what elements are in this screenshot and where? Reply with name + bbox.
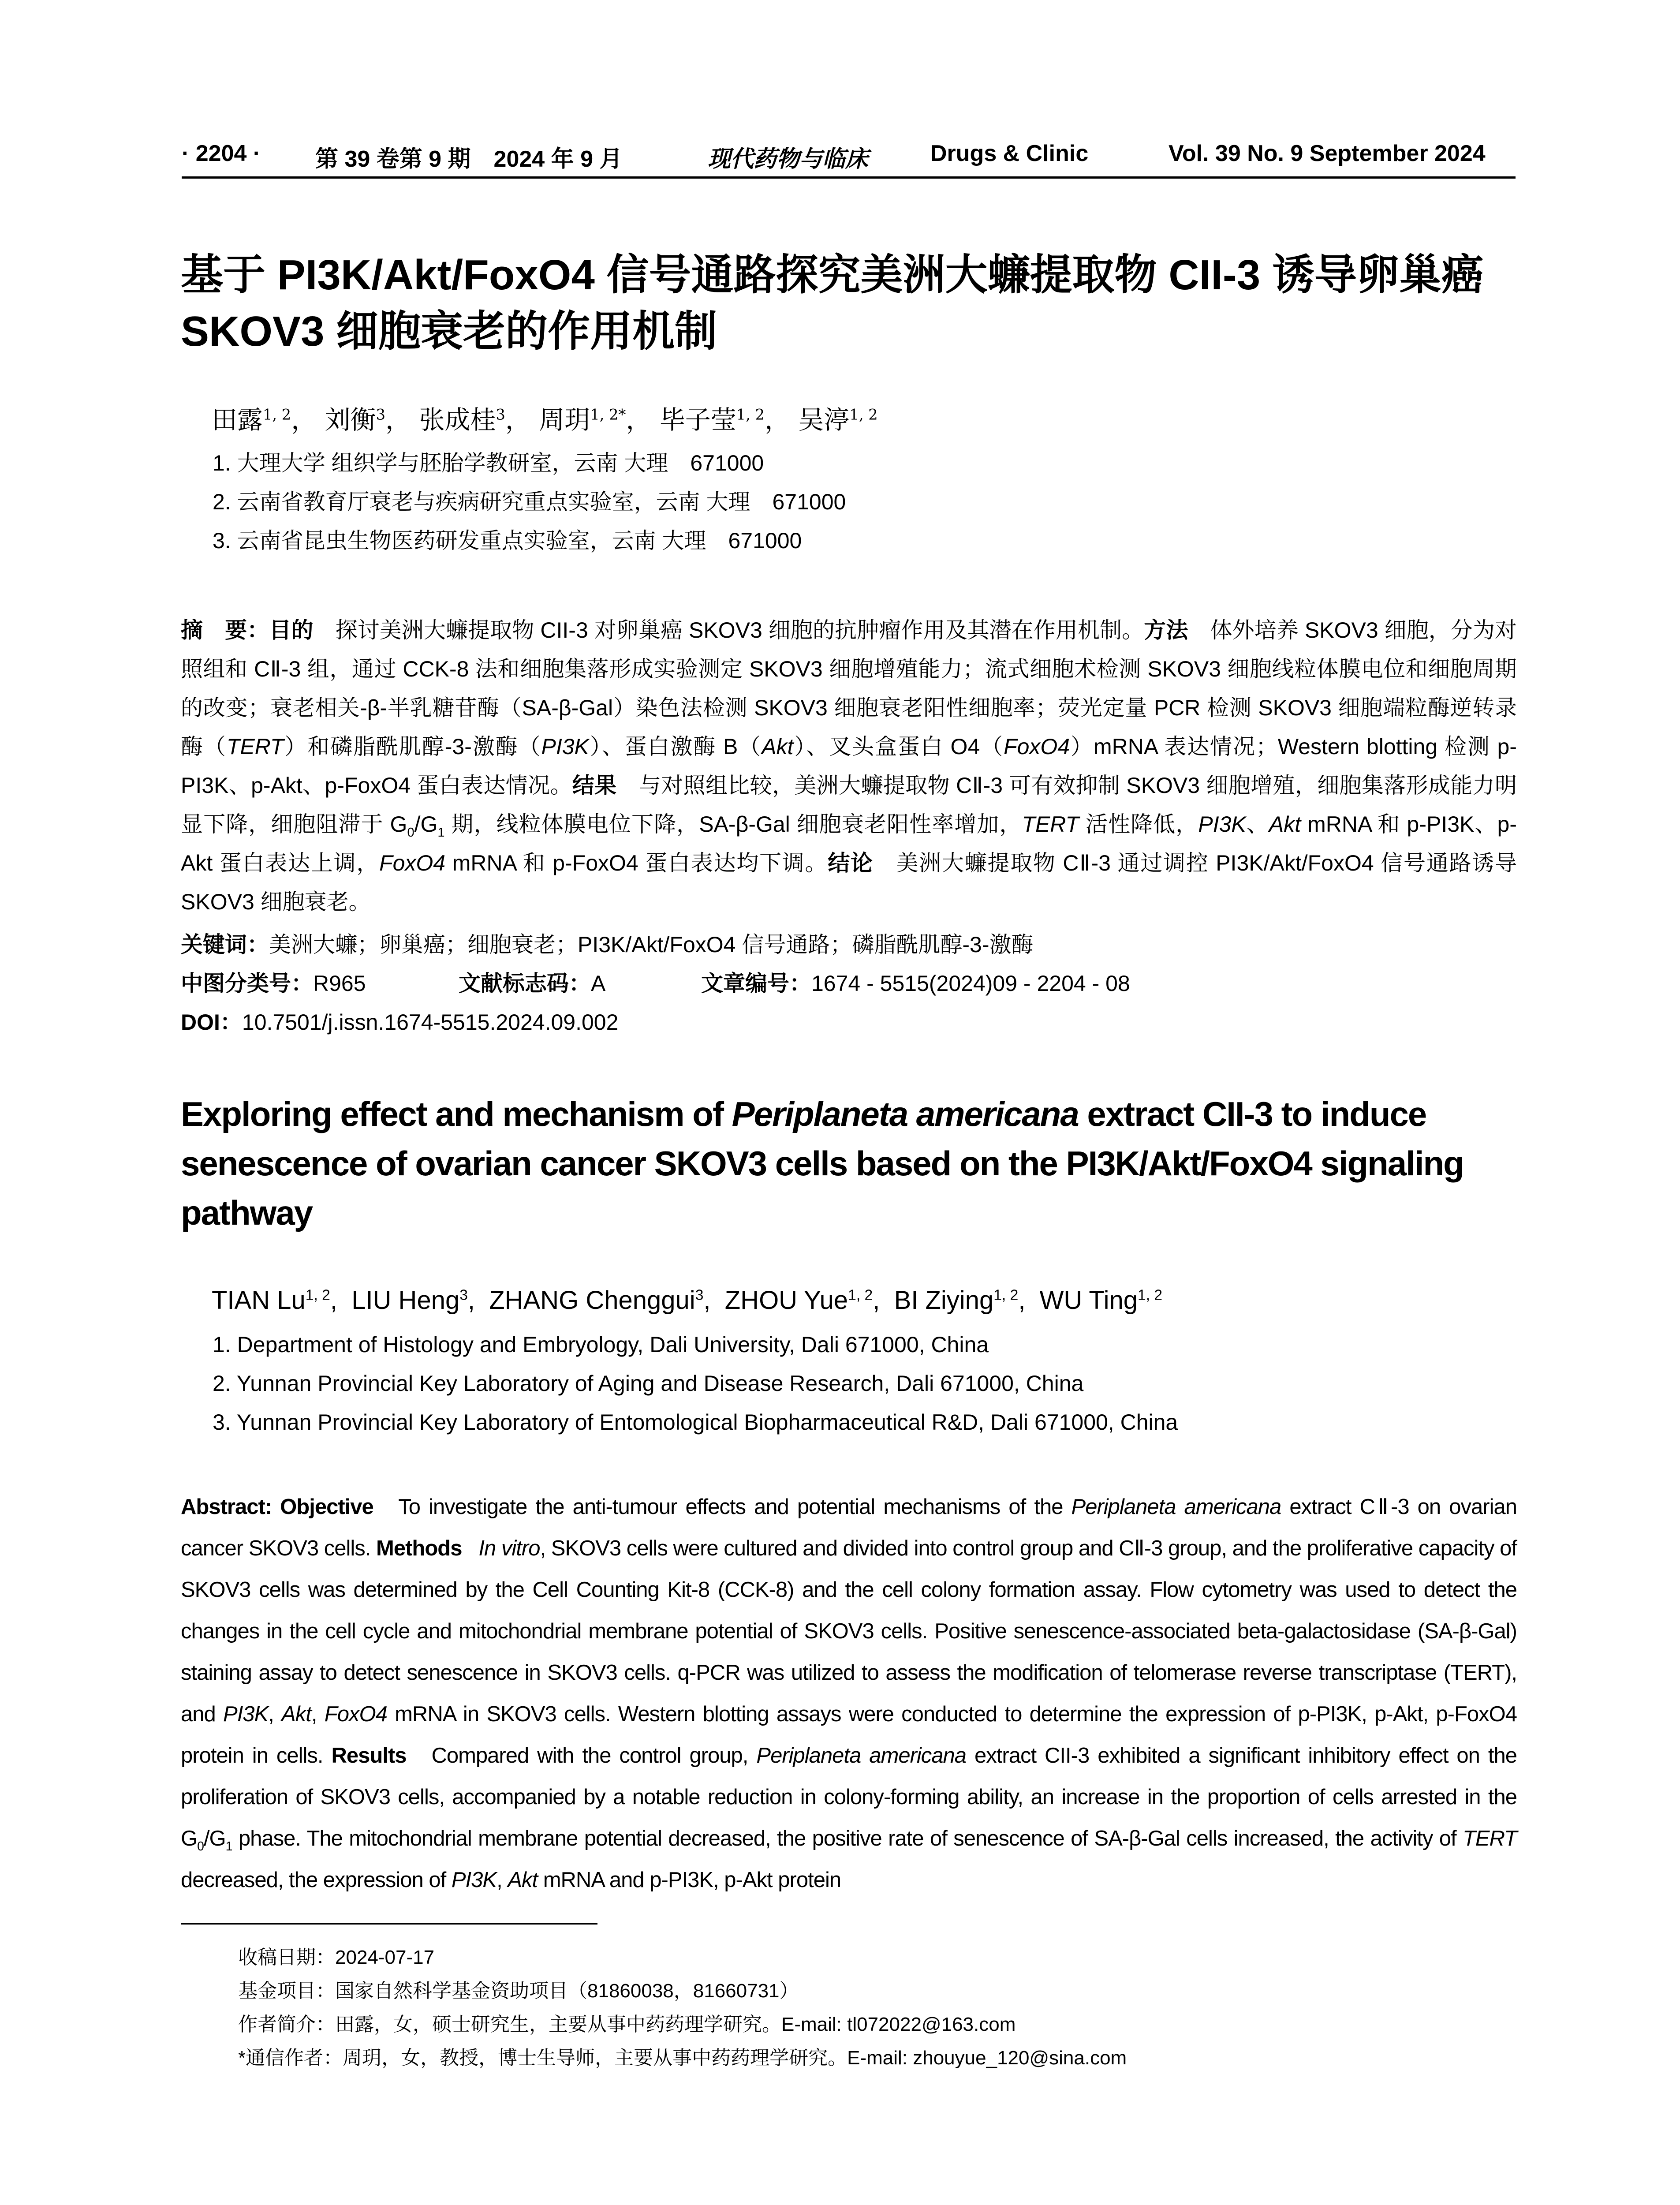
gene-akt: Akt: [1269, 812, 1301, 837]
english-authors: TIAN Lu$^{1, 2}$, LIU Heng$^3$, ZHANG Chenggui$^3$, ZHOU Yue$^{1, 2}$, BI Ziying$^{1, 2}$, WU Ting$^{1, 2}$: [212, 1286, 1163, 1315]
gene-akt: Akt: [762, 734, 794, 759]
chinese-affiliation: 2. 云南省教育厅衰老与疾病研究重点实验室，云南 大理 671000: [213, 490, 846, 514]
doi-label: DOI：: [181, 1010, 242, 1035]
footnote-received: 收稿日期：2024-07-17: [238, 1947, 435, 1968]
gene-tert: TERT: [226, 734, 284, 759]
keywords-text: 美洲大蠊；卵巢癌；细胞衰老；PI3K/Akt/FoxO4 信号通路；磷脂酰肌醇-3-激酶: [269, 932, 1034, 957]
author-name: 周玥: [539, 405, 590, 435]
volume-cn: 第 39 卷第 9 期 2024 年 9 月: [315, 146, 623, 172]
author-name: 张成桂: [419, 405, 496, 435]
author-name: TIAN Lu: [212, 1286, 306, 1315]
article-no-label: 文章编号：: [701, 971, 811, 996]
author-name: BI Ziying: [894, 1286, 994, 1315]
results-text: 活性降低，: [1079, 812, 1198, 837]
methods-text: ）和磷脂酰肌醇-3-激酶（: [284, 734, 541, 759]
footnote-rule: [181, 1923, 597, 1925]
english-affiliation: 1. Department of Histology and Embryology, Dali University, Dali 671000, China: [213, 1332, 989, 1357]
doi-line: [181, 1005, 618, 1036]
chinese-affiliation: 1. 大理大学 组织学与胚胎学教研室，云南 大理 671000: [213, 451, 764, 475]
author-name: 毕子莹: [659, 405, 736, 435]
methods-text: ）、叉头盒蛋白 O4（: [793, 734, 1004, 759]
gene-pi3k: PI3K: [541, 734, 589, 759]
author-name: 刘衡: [325, 405, 376, 435]
gene-pi3k: PI3K: [223, 1702, 269, 1726]
english-affiliation: 2. Yunnan Provincial Key Laboratory of Aging and Disease Research, Dali 671000, China: [213, 1371, 1084, 1396]
journal-name-cn: 现代药物与临床: [708, 146, 869, 172]
results-text: mRNA 和 p-FoxO4 蛋白表达均下调。: [445, 851, 828, 875]
results-text: 期，线粒体膜电位下降，SA-β-Gal 细胞衰老阳性率增加，: [444, 812, 1022, 837]
doc-code-label: 文献标志码：: [459, 971, 591, 996]
chinese-title: 基于 PI3K/Akt/FoxO4 信号通路探究美洲大蠊提取物 CII-3 诱导卵巢癌 SKOV3 细胞衰老的作用机制: [181, 251, 1484, 355]
author-name: ZHOU Yue: [724, 1286, 848, 1315]
gene-foxo4: FoxO4: [1004, 734, 1070, 759]
chinese-authors: 田露$^{1, 2}$， 刘衡$^3$， 张成桂$^3$， 周玥$^{1, 2*}$， 毕子莹$^{1, 2}$， 吴渟$^{1, 2}$: [212, 405, 878, 435]
english-affiliation: 3. Yunnan Provincial Key Laboratory of Entomological Biopharmaceutical R&D, Dali 671000, China: [213, 1410, 1178, 1435]
author-name: WU Ting: [1039, 1286, 1138, 1315]
author-name: ZHANG Chenggui: [489, 1286, 695, 1315]
methods-label: 方法: [1144, 618, 1188, 643]
species-name: Periplaneta americana: [1071, 1495, 1281, 1519]
methods-text: ）、蛋白激酶 B（: [589, 734, 762, 759]
chinese-abstract: 摘 要：目的 探讨美洲大蠊提取物 CII-3 对卵巢癌 SKOV3 细胞的抗肿瘤作用及其潜在作用机制。方法 体外培养 SKOV3 细胞，分为对照组和 CⅡ-3 组，通过 CCK-8 法和细胞集落形成实验测定 SKOV3 细胞增殖能力；流式细胞术检测 SKOV3 细胞线粒体膜电位和细胞周期的改变；衰老相关-β-半乳糖苷酶（SA-β-Gal）染色法检测 SKOV3 细胞衰老阳性细胞率；荧光定量 PCR 检测 SKOV3 细胞端粒酶逆转录酶（TERT）和磷脂酰肌醇-3-激酶（PI3K）、蛋白激酶 B（Akt）、叉头盒蛋白 O4（FoxO4）mRNA 表达情况；Western blotting 检测 p-PI3K、p-Akt、p-FoxO4 蛋白表达情况。结果 与对照组比较，美洲大蠊提取物 CⅡ-3 可有效抑制 SKOV3 细胞增殖，细胞集落形成能力明显下降，细胞阻滞于 $G_0/G_1$ 期，线粒体膜电位下降，SA-β-Gal 细胞衰老阳性率增加，TERT 活性降低，PI3K、Akt mRNA 和 p-PI3K、p-Akt 蛋白表达上调，FoxO4 mRNA 和 p-FoxO4 蛋白表达均下调。结论 美洲大蠊提取物 CⅡ-3 通过调控 PI3K/Akt/FoxO4 信号通路诱导 SKOV3 细胞衰老。: [181, 618, 1517, 914]
abstract-label: 摘 要：: [181, 618, 269, 643]
species-name: Periplaneta americana: [756, 1744, 967, 1768]
methods-label: Methods: [376, 1536, 462, 1560]
author-affiliation-mark: 3: [376, 406, 386, 423]
author-affiliation-mark: 1, 2: [736, 406, 765, 423]
header-rule: [182, 176, 1516, 179]
results-text: 与对照组比较，美洲大蠊提取物 CⅡ-3 可有效抑制 SKOV3 细胞增殖，细胞集落形成能力明显下降，细胞阻滞于 G: [181, 773, 1517, 837]
methods-text: ）mRNA 表达情况；Western blotting 检测 p-PI3K、p-Akt、p-FoxO4 蛋白表达情况。: [181, 734, 1517, 798]
english-title: Exploring effect and mechanism of Periplaneta americana extract CII-3 to induce senescence of ovarian cancer SKOV3 cells based on the PI3K/Akt/FoxO4 signaling pathway: [181, 1095, 1463, 1232]
author-affiliation-mark: 1, 2*: [590, 406, 626, 423]
species-name: Periplaneta americana: [732, 1095, 1079, 1133]
clc-label: 中图分类号：: [181, 971, 313, 996]
author-name: 吴渟: [798, 405, 850, 435]
doc-code-value: A: [591, 971, 606, 996]
chinese-affiliation: 3. 云南省昆虫生物医药研发重点实验室，云南 大理 671000: [213, 528, 802, 553]
gene-foxo4: FoxO4: [324, 1702, 387, 1726]
chinese-classification: [181, 966, 366, 998]
footnote-author-bio: 作者简介：田露，女，硕士研究生，主要从事中药药理学研究。E-mail: tl072022@163.com: [238, 2014, 1016, 2035]
author-affiliation-mark: 3: [496, 406, 505, 423]
gene-pi3k: PI3K: [1198, 812, 1246, 837]
objective-text: 探讨美洲大蠊提取物 CII-3 对卵巢癌 SKOV3 细胞的抗肿瘤作用及其潜在作用机制。: [335, 618, 1144, 643]
gene-akt: Akt: [508, 1868, 538, 1892]
conclusion-text: 美洲大蠊提取物 CⅡ-3 通过调控 PI3K/Akt/FoxO4 信号通路诱导 SKOV3 细胞衰老。: [181, 851, 1517, 914]
clc-value: R965: [313, 971, 366, 996]
abstract-label: Abstract: Objective: [181, 1495, 373, 1519]
chinese-keywords: [181, 927, 1033, 959]
results-label: 结果: [572, 773, 617, 798]
page-number: · 2204 ·: [182, 141, 261, 166]
author-name: LIU Heng: [351, 1286, 460, 1315]
author-name: 田露: [212, 405, 263, 435]
document-code: [459, 966, 605, 998]
author-affiliation-mark: 1, 2: [849, 406, 878, 423]
author-affiliation-mark: 1, 2: [263, 406, 291, 423]
conclusion-label: 结论: [828, 851, 874, 875]
gene-tert: TERT: [1462, 1827, 1517, 1850]
results-text: mRNA 和 p-PI3K、p-Akt 蛋白表达上调，: [181, 812, 1517, 875]
gene-foxo4: FoxO4: [379, 851, 446, 875]
doi-value: 10.7501/j.issn.1674-5515.2024.09.002: [242, 1010, 619, 1035]
results-label: Results: [331, 1744, 407, 1768]
objective-label: 目的: [269, 618, 314, 643]
keywords-label: 关键词：: [181, 932, 269, 957]
footnote-corresponding: *通信作者：周玥，女，教授，博士生导师，主要从事中药药理学研究。E-mail: zhouyue_120@sina.com: [238, 2047, 1127, 2069]
article-no-value: 1674 - 5515(2024)09 - 2204 - 08: [811, 971, 1130, 996]
gene-pi3k: PI3K: [451, 1868, 497, 1892]
volume-en: Vol. 39 No. 9 September 2024: [1169, 141, 1486, 166]
journal-name-en: Drugs & Clinic: [930, 141, 1089, 166]
methods-text: 体外培养 SKOV3 细胞，分为对照组和 CⅡ-3 组，通过 CCK-8 法和细胞集落形成实验测定 SKOV3 细胞增殖能力；流式细胞术检测 SKOV3 细胞线粒体膜电位和细胞周期的改变；衰老相关-β-半乳糖苷酶（SA-β-Gal）染色法检测 SKOV3 细胞衰老阳性细胞率；荧光定量 PCR 检测 SKOV3 细胞端粒酶逆转录酶（: [181, 618, 1517, 759]
gene-tert: TERT: [1022, 812, 1079, 837]
article-number: [701, 966, 1130, 998]
gene-akt: Akt: [281, 1702, 311, 1726]
english-abstract: Abstract: Objective To investigate the anti-tumour effects and potential mechanisms of the Periplaneta americana extract CⅡ-3 on ovarian cancer SKOV3 cells. Methods In vitro, SKOV3 cells were cultured and divided into control group and CⅡ-3 group, and the proliferative capacity of SKOV3 cells was determined by the Cell Counting Kit-8 (CCK-8) and the cell colony formation assay. Flow cytometry was used to detect the changes in the cell cycle and mitochondrial membrane potential of SKOV3 cells. Positive senescence-associated beta-galactosidase (SA-β-Gal) staining assay to detect senescence in SKOV3 cells. q-PCR was utilized to assess the modification of telomerase reverse transcriptase (TERT), and PI3K, Akt, FoxO4 mRNA in SKOV3 cells. Western blotting assays were conducted to determine the expression of p-PI3K, p-Akt, p-FoxO4 protein in cells. Results Compared with the control group, Periplaneta americana extract CII-3 exhibited a significant inhibitory effect on the proliferation of SKOV3 cells, accompanied by a notable reduction in colony-forming ability, an increase in the proportion of cells arrested in the $G_0/G_1$ phase. The mitochondrial membrane potential decreased, the positive rate of senescence of SA-β-Gal cells increased, the activity of TERT decreased, the expression of PI3K, Akt mRNA and p-PI3K, p-Akt protein: [181, 1495, 1517, 1892]
footnote-funding: 基金项目：国家自然科学基金资助项目（81860038，81660731）: [238, 1980, 799, 2002]
